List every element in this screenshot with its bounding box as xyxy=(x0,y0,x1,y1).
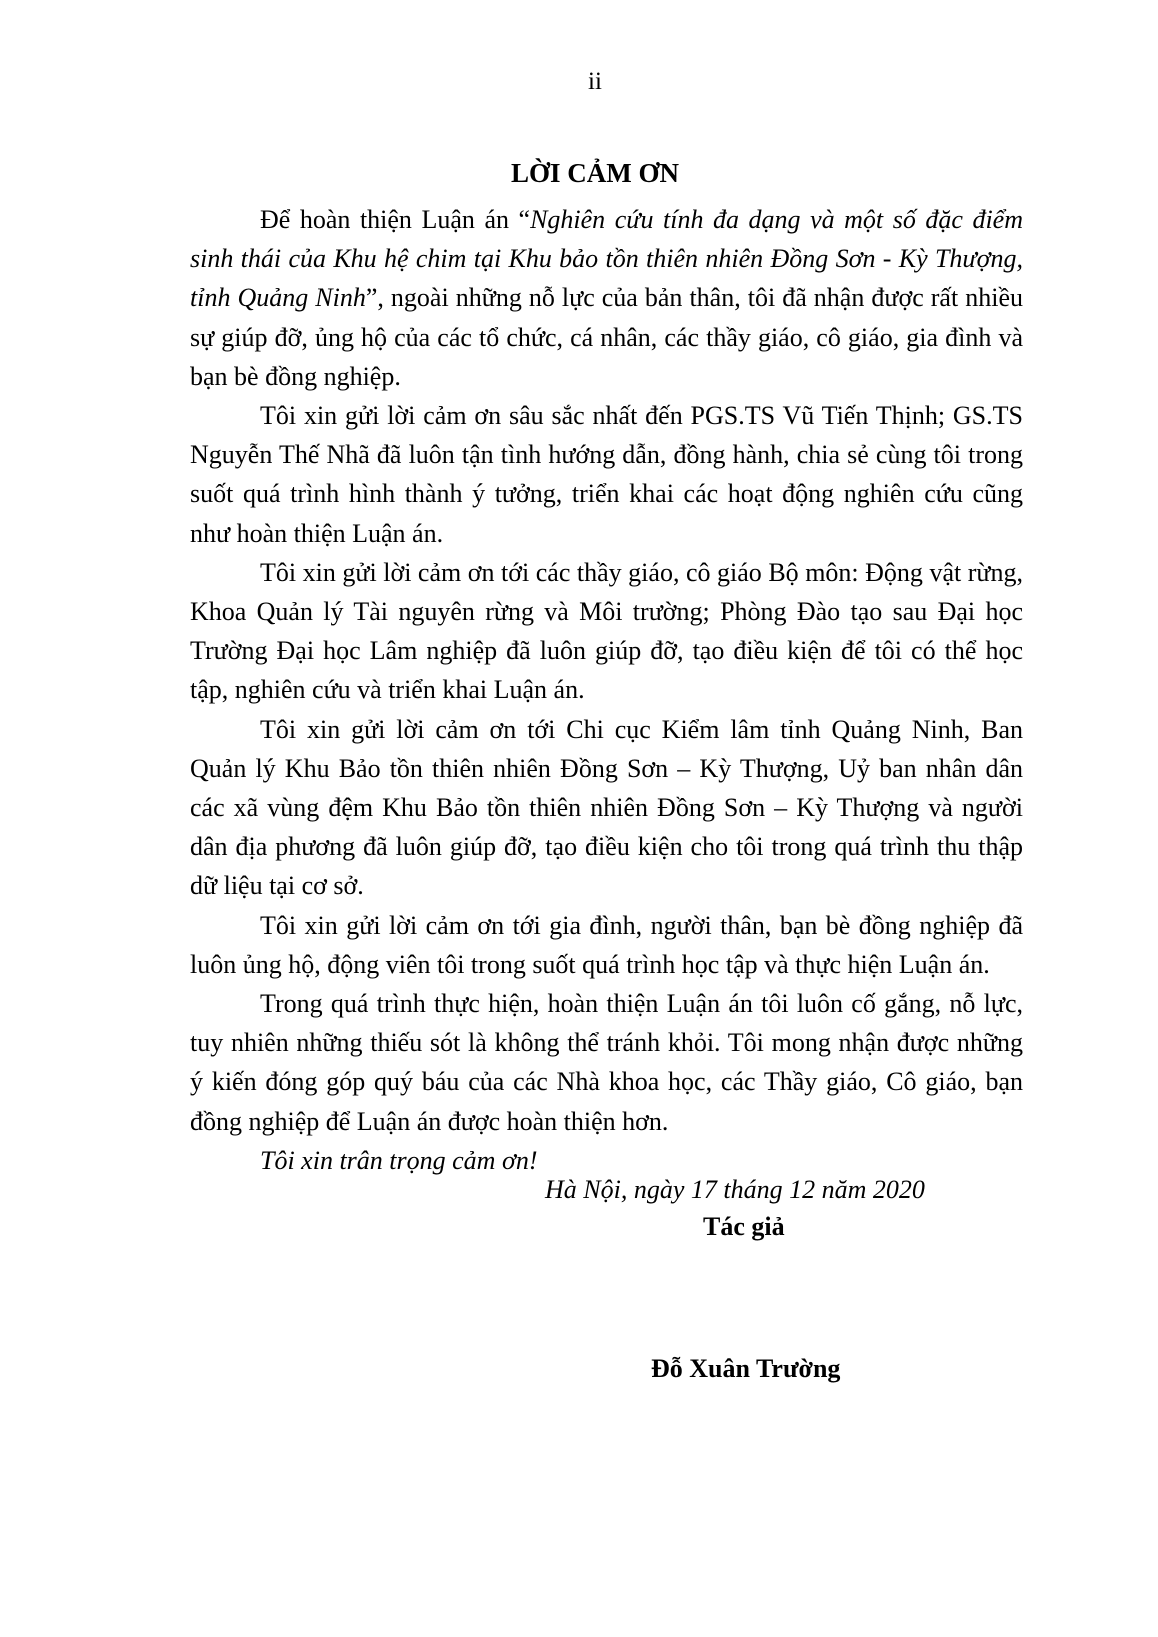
closing-line: Tôi xin trân trọng cảm ơn! xyxy=(260,1145,538,1175)
author-name: Đỗ Xuân Trường xyxy=(651,1354,841,1383)
paragraph-intro-rest: ”, ngoài những nỗ lực của bản thân, tôi đã nhận được rất nhiều sự giúp đỡ, ủng hộ của các tổ chức, cá nhân, các thầy giáo, cô giáo, gia đình và bạn bè đồng nghiệp. xyxy=(190,283,1023,391)
paragraph-intro-lead: Để hoàn thiện Luận án “ xyxy=(260,205,531,234)
acknowledgement-body xyxy=(190,200,1023,1180)
paragraph-local-agencies: Tôi xin gửi lời cảm ơn tới Chi cục Kiểm lâm tỉnh Quảng Ninh, Ban Quản lý Khu Bảo tồn thiên nhiên Đồng Sơn – Kỳ Thượng, Uỷ ban nhân dân các xã vùng đệm Khu Bảo tồn thiên nhiên Đồng Sơn – Kỳ Thượng và người dân địa phương đã luôn giúp đỡ, tạo điều kiện cho tôi trong quá trình thu thập dữ liệu tại cơ sở. xyxy=(190,714,1023,901)
paragraph-supervisors: Tôi xin gửi lời cảm ơn sâu sắc nhất đến PGS.TS Vũ Tiến Thịnh; GS.TS Nguyễn Thế Nhã đã luôn tận tình hướng dẫn, đồng hành, chia sẻ cùng tôi trong suốt quá trình hình thành ý tưởng, triển khai các hoạt động nghiên cứu cũng như hoàn thiện Luận án. xyxy=(190,401,1023,548)
paragraph-intro xyxy=(190,200,1023,396)
paragraph-feedback: Trong quá trình thực hiện, hoàn thiện Luận án tôi luôn cố gắng, nỗ lực, tuy nhiên những thiếu sót là không thể tránh khỏi. Tôi mong nhận được những ý kiến đóng góp quý báu của các Nhà khoa học, các Thầy giáo, Cô giáo, bạn đồng nghiệp để Luận án được hoàn thiện hơn. xyxy=(190,989,1023,1136)
thesis-title: Nghiên cứu tính đa dạng và một số đặc điểm sinh thái của Khu hệ chim tại Khu bảo tồn thiên nhiên Đồng Sơn - Kỳ Thượng, tỉnh Quảng Ninh xyxy=(190,205,1023,313)
paragraph-family: Tôi xin gửi lời cảm ơn tới gia đình, người thân, bạn bè đồng nghiệp đã luôn ủng hộ, động viên tôi trong suốt quá trình học tập và thực hiện Luận án. xyxy=(190,910,1023,979)
signature-date: Hà Nội, ngày 17 tháng 12 năm 2020 xyxy=(545,1175,925,1204)
paragraph-university: Tôi xin gửi lời cảm ơn tới các thầy giáo, cô giáo Bộ môn: Động vật rừng, Khoa Quản lý Tài nguyên rừng và Môi trường; Phòng Đào tạo sau Đại học Trường Đại học Lâm nghiệp đã luôn giúp đỡ, tạo điều kiện để tôi có thể học tập, nghiên cứu và triển khai Luận án. xyxy=(190,557,1023,705)
page-number: ii xyxy=(588,68,602,95)
author-label: Tác giả xyxy=(703,1212,785,1241)
page-title: LỜI CẢM ƠN xyxy=(511,158,679,188)
